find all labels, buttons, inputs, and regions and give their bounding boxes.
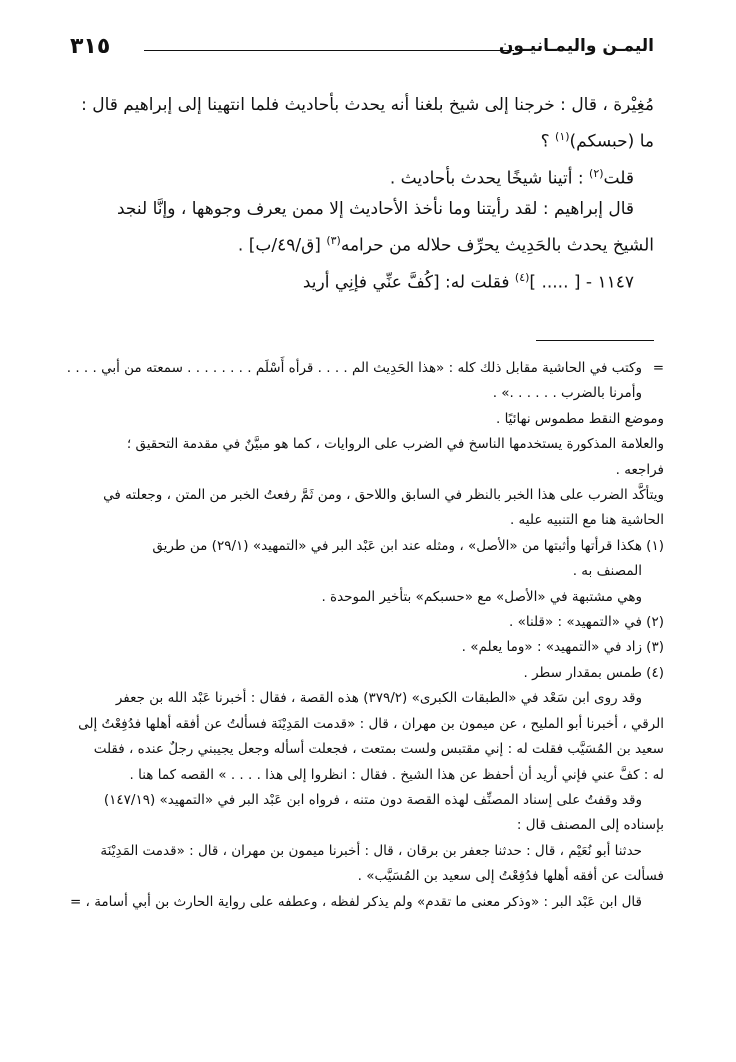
- footnote-ref-3: (٣): [326, 234, 341, 248]
- footnote-line: وهي مشتبهة في «الأصل» مع «حسبكم» بتأخير الموحدة .: [321, 588, 642, 605]
- body-text-span: ؟: [540, 131, 556, 152]
- body-line: مُغِيْرة ، قال : خرجنا إلى شيخ بلغنا أنه يحدث بأحاديث فلما انتهينا إلى إبراهيم قال :: [81, 95, 654, 115]
- body-line: [66, 158, 654, 195]
- main-text: [66, 90, 654, 299]
- footnote-line: وأمرنا بالضرب . . . . . .» .: [492, 385, 642, 402]
- footnote-line: الحاشية هنا مع التنبيه عليه .: [509, 512, 664, 529]
- footnote-body: [66, 356, 642, 407]
- footnote-line: سعيد بن المُسَيَّب فقلت له : إني مقتبس ولست بمتعت ، فجعلت أسأله وجعل يجيبني رجلٌ عنده ، فقلت: [93, 741, 664, 758]
- footnote-line: طمس بمقدار سطر .: [523, 664, 642, 681]
- footnote-body: [66, 610, 642, 635]
- footnote-line: زاد في «التمهيد» : «وما يعلم» .: [461, 639, 642, 656]
- body-text-span: الشيخ يحدث بالحَدِيث يحرِّف حلاله من حرامه: [340, 235, 654, 256]
- body-text-span: قلت: [603, 168, 634, 189]
- footnote-line: المصنف به .: [572, 563, 642, 580]
- footnote-line: هكذا قرأتها وأثبتها من «الأصل» ، ومثله عند ابن عَبْد البر في «التمهيد» (٢٩/١) من طريق: [152, 537, 642, 554]
- footnotes: [66, 356, 664, 915]
- footnote-4: [66, 661, 664, 686]
- body-text-span: فقلت له: [كُفَّ عنِّي فإنِي أريد: [302, 272, 515, 293]
- footnote-line: والعلامة المذكورة يستخدمها الناسخ في الضرب على الروايات ، كما هو مبيَّنٌ في مقدمة التحقيق ؛: [126, 436, 664, 453]
- footnote-line: حدثنا أبو نُعَيْم ، قال : حدثنا جعفر بن برقان ، قال : أخبرنا ميمون بن مهران ، قال : «قدمت المَدِيْنَة: [100, 842, 642, 859]
- footnote-marker: (١): [646, 537, 664, 554]
- footnote-line: له : كفَّ عني فإني أريد أن أحفظ عن هذا الشيخ . فقال : انظروا إلى هذا . . . . » القصه كما هنا .: [129, 766, 664, 783]
- footnote-ref-2: (٢): [589, 166, 604, 180]
- header-rule: [144, 50, 514, 51]
- footnote-ref-1: (١): [555, 130, 570, 143]
- footnote-line: فراجعه .: [615, 461, 664, 478]
- footnote-line: قال ابن عَبْد البر : «وذكر معنى ما تقدم» ولم يذكر لفظه ، وعطفه على رواية الحارث بن أبي أسامة ، =: [69, 893, 642, 910]
- footnote-2: [66, 610, 664, 635]
- body-text-span: [ق/٤٩/ب] .: [237, 235, 327, 256]
- footnote-ref-4: (٤): [514, 270, 530, 284]
- footnote-line: وموضع النقط مطموس نهائيًا .: [495, 410, 664, 427]
- body-line: قال إبراهيم : لقد رأيتنا وما نأخذ الأحاديث إلا ممن يعرف وجوهها ، وإنَّا لنجد: [117, 199, 634, 220]
- footnote-body: [66, 635, 642, 660]
- body-text-span: : أتينا شيخًا يحدث بأحاديث .: [389, 168, 590, 189]
- footnote-separator: [536, 340, 654, 341]
- footnote-line: ويتأكَّد الضرب على هذا الخبر بالنظر في السابق واللاحق ، ومن ثَمَّ رفعتُ الخبر من المتن ، وجعلته في: [103, 487, 664, 504]
- footnote-marker: (٣): [646, 639, 664, 656]
- footnote-line: الرقي ، أخبرنا أبو المليح ، عن ميمون بن مهران ، قال : «قدمت المَدِيْنَة فسألتُ عن أفقه أهلها فدُفِعْتُ إلى: [78, 715, 664, 732]
- body-text-span: ١١٤٧ - [ ..... ]: [529, 272, 634, 293]
- footnote-body: [66, 661, 642, 686]
- body-line: [66, 121, 654, 158]
- page-number: ٣١٥: [70, 34, 111, 59]
- footnote-line: وقد وقفتُ على إسناد المصنِّف لهذه القصة دون متنه ، فرواه ابن عَبْد البر في «التمهيد» (١٤٧/١٩): [103, 791, 642, 808]
- footnote-1: [66, 534, 664, 610]
- footnote-body: [66, 534, 642, 610]
- running-title: اليمـن واليمـانيـون: [498, 36, 654, 56]
- footnote-marker: (٢): [646, 614, 664, 631]
- footnote-continuation: [66, 356, 664, 407]
- footnote-line: وقد روى ابن سَعْد في «الطبقات الكبرى» (٣٧٩/٢) هذه القصة ، فقال : أخبرنا عَبْد الله بن جعفر: [115, 690, 642, 707]
- page-header: [70, 34, 654, 64]
- footnote-line: فسألت عن أفقه أهلها فدُفِعْتُ إلى سعيد بن المُسَيَّب» .: [357, 868, 664, 885]
- footnote-line: وكتب في الحاشية مقابل ذلك كله : «هذا الحَدِيث الم . . . . قرأه أَسْلَم . . . . . . . . سمعته من أبي . . . .: [66, 360, 642, 376]
- footnote-marker: (٤): [646, 664, 664, 681]
- body-line: [66, 225, 654, 262]
- footnote-line: في «التمهيد» : «قلنا» .: [509, 614, 642, 631]
- footnote-line: بإسناده إلى المصنف قال :: [516, 817, 664, 834]
- footnote-3: [66, 635, 664, 660]
- body-text-span: ما (حبسكم): [569, 131, 654, 152]
- footnote-marker: =: [652, 360, 664, 376]
- body-line: [66, 262, 654, 299]
